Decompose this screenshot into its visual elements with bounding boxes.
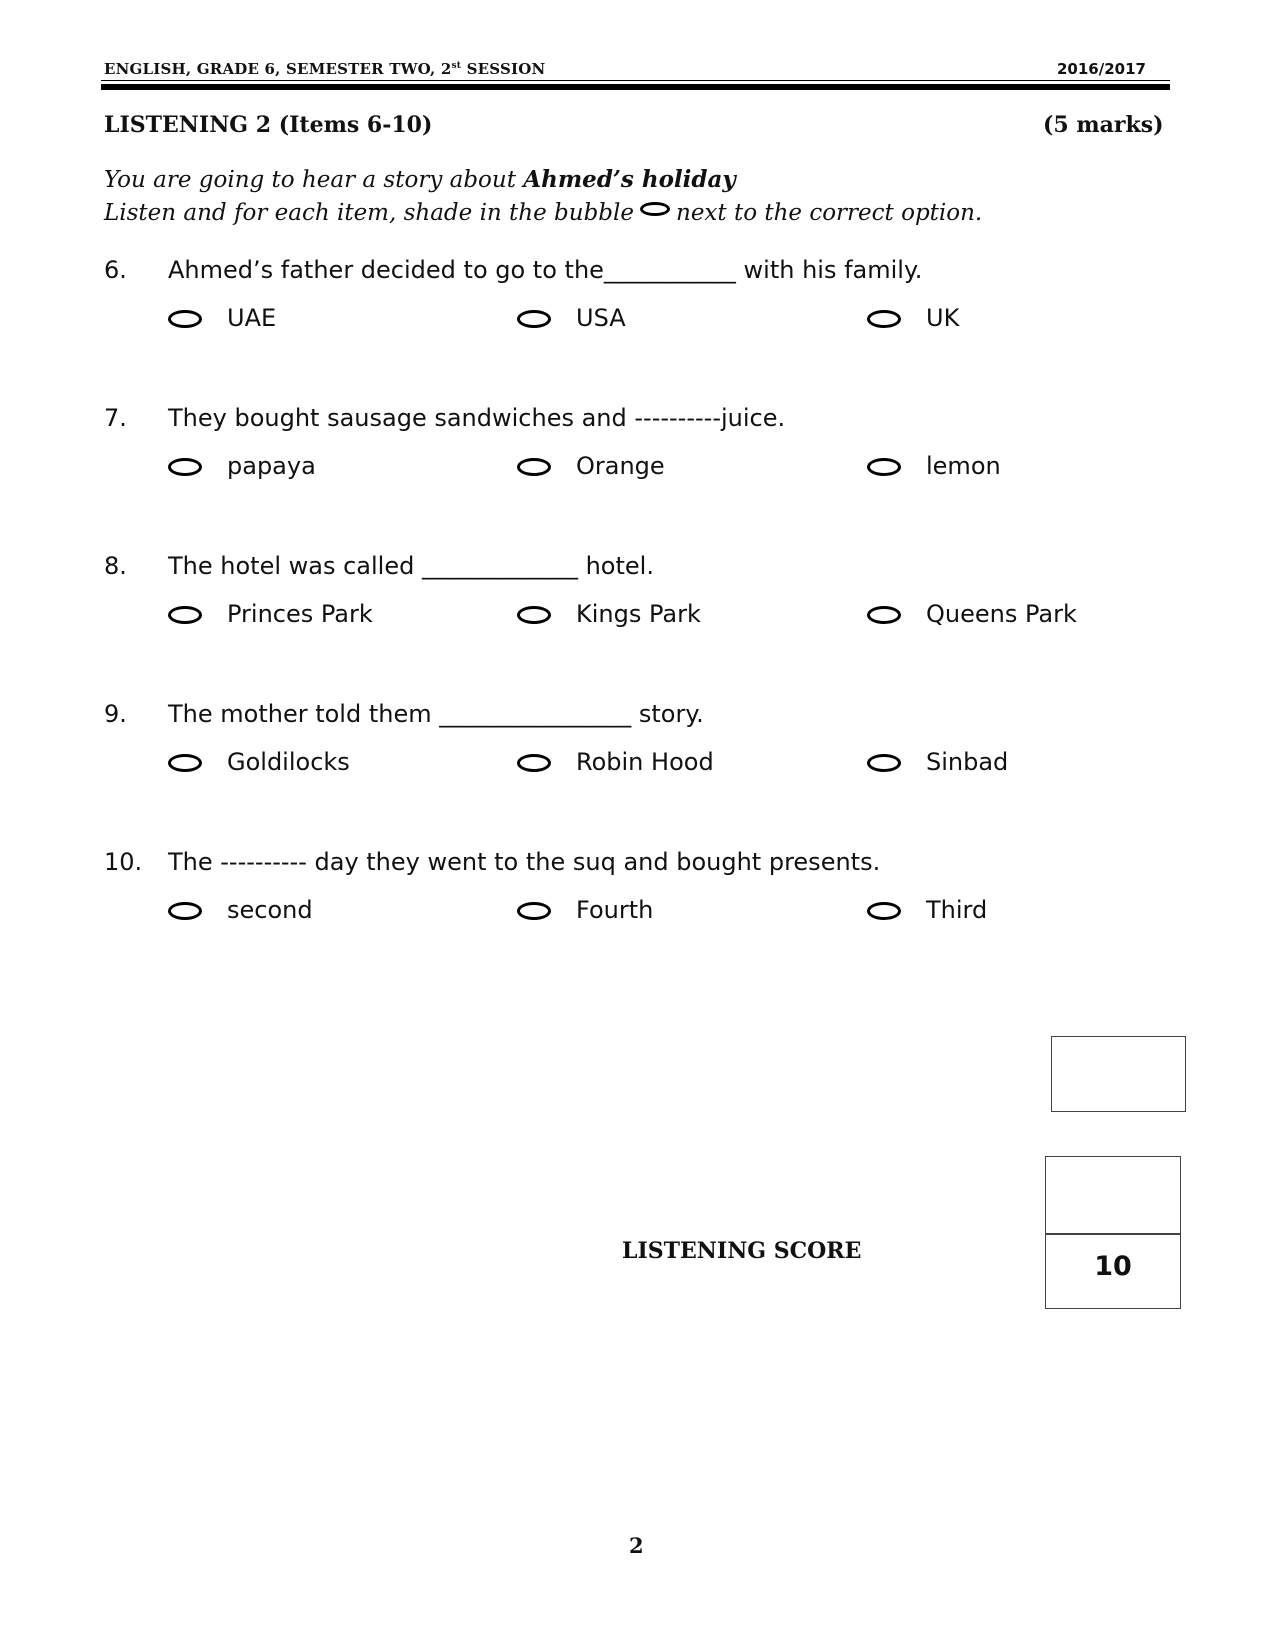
header-title-prefix: ENGLISH, GRADE 6, SEMESTER TWO, 2 (104, 60, 452, 78)
answer-bubble-icon[interactable] (867, 458, 901, 476)
score-total: 10 (1094, 1251, 1132, 1282)
option-label: lemon (926, 452, 1001, 480)
question-text: The hotel was called _____________ hotel. (168, 552, 654, 580)
section-marks: (5 marks) (1043, 112, 1164, 138)
question-6 (0, 256, 1275, 406)
header-title-sup: st (451, 61, 462, 71)
answer-bubble-icon[interactable] (517, 754, 551, 772)
answer-bubble-icon[interactable] (168, 754, 202, 772)
instruction-line-1 (104, 166, 736, 193)
marker-box (1051, 1036, 1186, 1112)
question-number: 9. (104, 700, 127, 728)
question-9 (0, 700, 1275, 850)
listening-score-label: LISTENING SCORE (622, 1238, 862, 1264)
answer-bubble-icon[interactable] (168, 458, 202, 476)
answer-bubble-icon[interactable] (168, 310, 202, 328)
answer-bubble-icon[interactable] (517, 458, 551, 476)
option-label: Fourth (576, 896, 654, 924)
story-title: Ahmed’s holiday (523, 166, 736, 193)
bubble-example-icon (640, 202, 670, 216)
question-7 (0, 404, 1275, 554)
instruction-line-2-prefix: Listen and for each item, shade in the bubble (104, 200, 634, 226)
option-label: Orange (576, 452, 665, 480)
exam-header-title (104, 60, 545, 78)
header-rule-thick (101, 84, 1170, 90)
question-number: 8. (104, 552, 127, 580)
question-text: The ---------- day they went to the suq and bought presents. (168, 848, 881, 876)
option-label: Goldilocks (227, 748, 350, 776)
option-label: Sinbad (926, 748, 1009, 776)
answer-bubble-icon[interactable] (168, 606, 202, 624)
section-title: LISTENING 2 (Items 6-10) (104, 112, 433, 138)
option-label: UAE (227, 304, 277, 332)
answer-bubble-icon[interactable] (517, 606, 551, 624)
option-label: Queens Park (926, 600, 1077, 628)
option-label: Third (926, 896, 988, 924)
exam-year: 2016/2017 (1057, 60, 1146, 78)
option-label: USA (576, 304, 626, 332)
header-title-suffix: SESSION (461, 60, 546, 78)
option-label: second (227, 896, 313, 924)
page-number: 2 (629, 1533, 644, 1558)
score-box-divider (1046, 1233, 1180, 1235)
question-text: The mother told them ________________ story. (168, 700, 704, 728)
header-rule-thin (101, 80, 1170, 81)
question-10 (0, 848, 1275, 998)
answer-bubble-icon[interactable] (867, 754, 901, 772)
instruction-line-1-text: You are going to hear a story about (104, 167, 524, 193)
instruction-line-2-suffix: next to the correct option. (676, 200, 983, 226)
question-text: They bought sausage sandwiches and ----------juice. (168, 404, 786, 432)
question-text: Ahmed’s father decided to go to the___________ with his family. (168, 256, 923, 284)
instruction-line-2 (104, 200, 982, 226)
answer-bubble-icon[interactable] (867, 606, 901, 624)
question-8 (0, 552, 1275, 702)
option-label: Kings Park (576, 600, 701, 628)
score-box (1045, 1156, 1181, 1309)
answer-bubble-icon[interactable] (517, 310, 551, 328)
option-label: UK (926, 304, 960, 332)
answer-bubble-icon[interactable] (867, 310, 901, 328)
question-number: 7. (104, 404, 127, 432)
answer-bubble-icon[interactable] (517, 902, 551, 920)
question-number: 10. (104, 848, 143, 876)
answer-bubble-icon[interactable] (168, 902, 202, 920)
answer-bubble-icon[interactable] (867, 902, 901, 920)
option-label: papaya (227, 452, 316, 480)
option-label: Princes Park (227, 600, 373, 628)
option-label: Robin Hood (576, 748, 714, 776)
question-number: 6. (104, 256, 127, 284)
